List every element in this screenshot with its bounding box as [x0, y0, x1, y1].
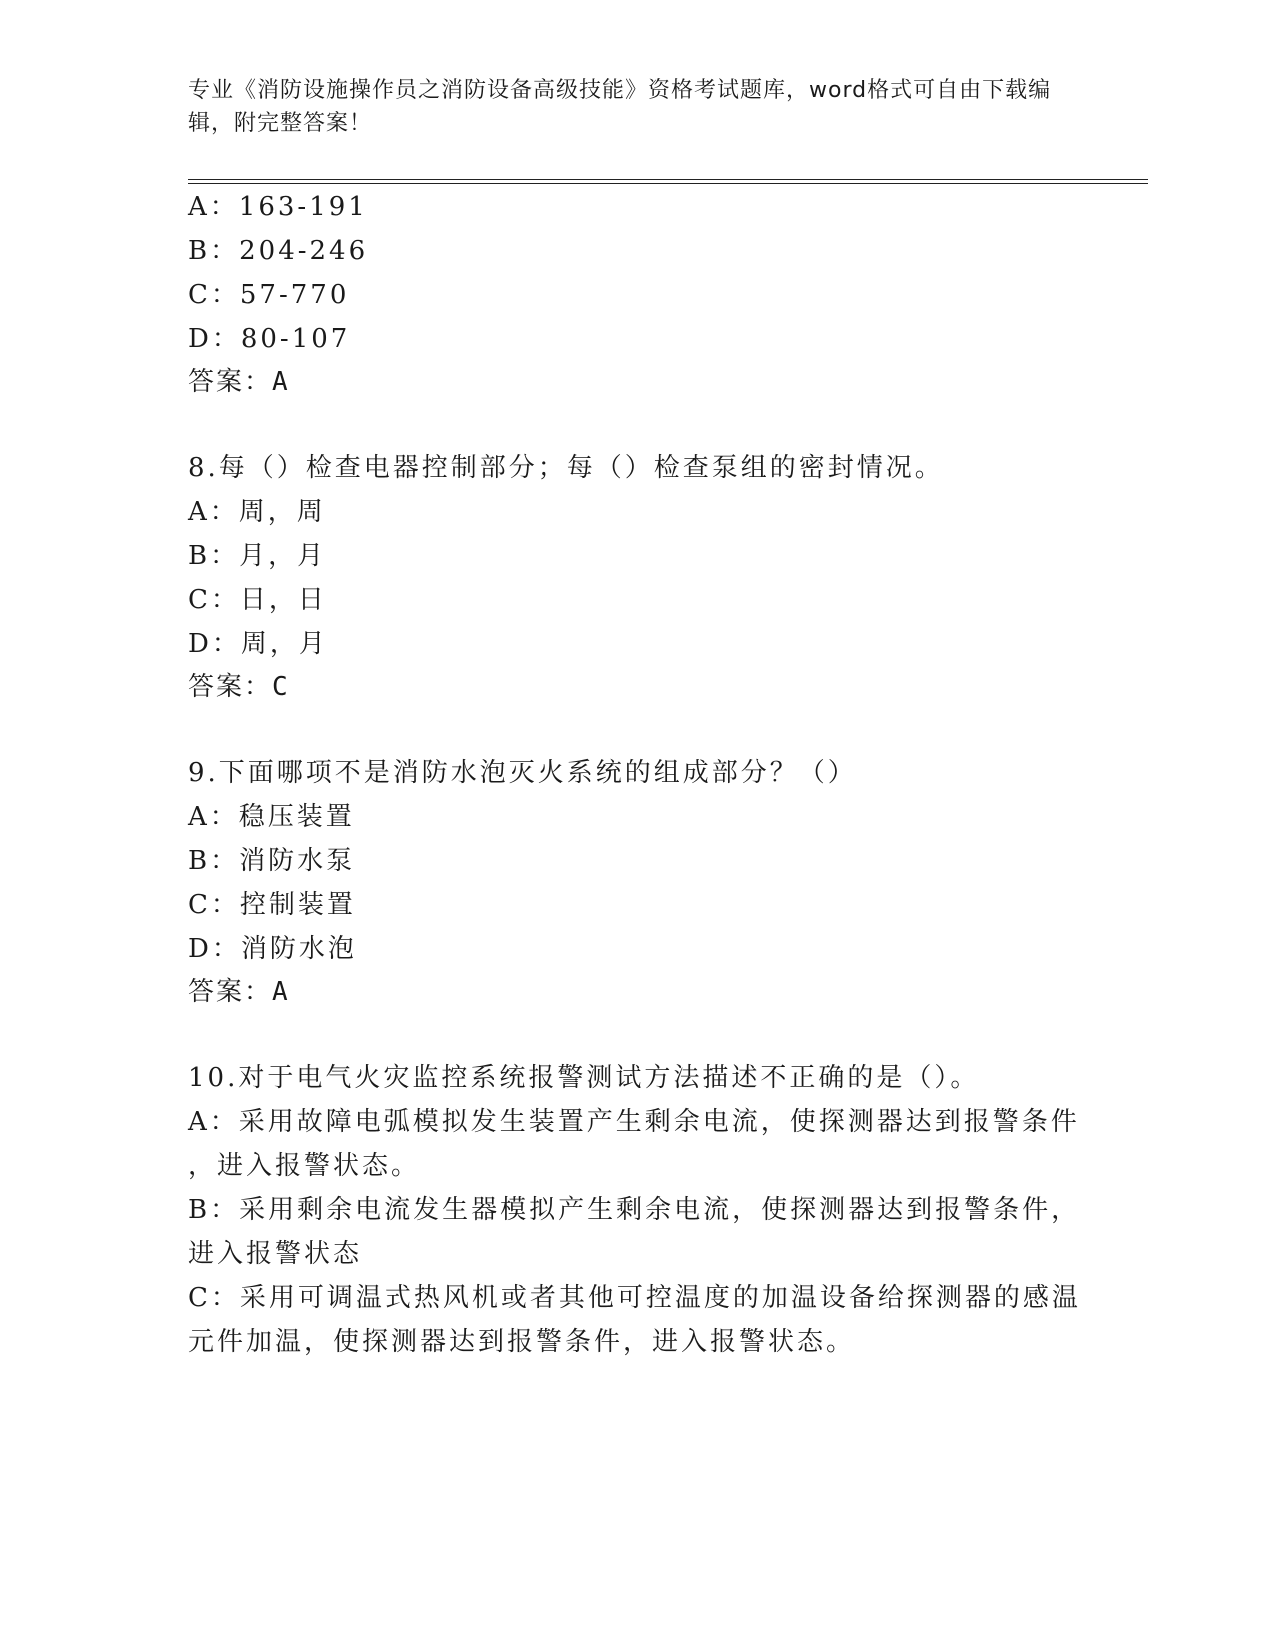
q8-option-a: A：周，周 — [188, 497, 326, 527]
q10-option-a-line2: ，进入报警状态。 — [188, 1151, 421, 1181]
answer-value: A — [272, 977, 290, 1007]
q10-question: 10.对于电气火灾监控系统报警测试方法描述不正确的是（）。 — [188, 1063, 980, 1093]
q8-option-d: D：周，月 — [188, 629, 328, 659]
q9-option-a: A：稳压装置 — [188, 802, 355, 832]
q9-option-b: B：消防水泵 — [188, 846, 356, 876]
q8-question: 8.每（）检查电器控制部分；每（）检查泵组的密封情况。 — [188, 453, 944, 483]
q7-option-d: D：80-107 — [188, 324, 351, 354]
answer-label: 答案： — [188, 367, 273, 397]
q9-answer — [188, 975, 290, 1009]
q7-option-c: C：57-770 — [188, 280, 350, 310]
q8-answer — [188, 670, 290, 704]
answer-label: 答案： — [188, 977, 273, 1007]
q7-answer — [188, 365, 290, 399]
q8-option-c: C：日，日 — [188, 585, 327, 615]
q9-option-d: D：消防水泡 — [188, 934, 357, 964]
q10-option-b-line1: B：采用剩余电流发生器模拟产生剩余电流，使探测器达到报警条件， — [188, 1195, 1081, 1225]
answer-value: C — [272, 672, 290, 702]
header-divider-bottom — [188, 183, 1148, 184]
q8-option-b: B：月，月 — [188, 541, 327, 571]
q10-option-a-line1: A：采用故障电弧模拟发生装置产生剩余电流，使探测器达到报警条件 — [188, 1107, 1080, 1137]
document-header: 专业《消防设施操作员之消防设备高级技能》资格考试题库，word格式可自由下载编辑，附完整答案！ — [188, 78, 1052, 136]
answer-value: A — [272, 367, 290, 397]
q10-option-b-line2: 进入报警状态 — [188, 1239, 363, 1269]
q10-option-c-line2: 元件加温，使探测器达到报警条件，进入报警状态。 — [188, 1327, 856, 1357]
q7-option-a: A：163-191 — [188, 192, 368, 222]
header-divider-top — [188, 179, 1148, 180]
q9-option-c: C：控制装置 — [188, 890, 356, 920]
q7-option-b: B：204-246 — [188, 236, 369, 266]
q10-option-c-line1: C：采用可调温式热风机或者其他可控温度的加温设备给探测器的感温 — [188, 1283, 1081, 1313]
q9-question: 9.下面哪项不是消防水泡灭火系统的组成部分？（） — [188, 758, 857, 788]
answer-label: 答案： — [188, 672, 273, 702]
